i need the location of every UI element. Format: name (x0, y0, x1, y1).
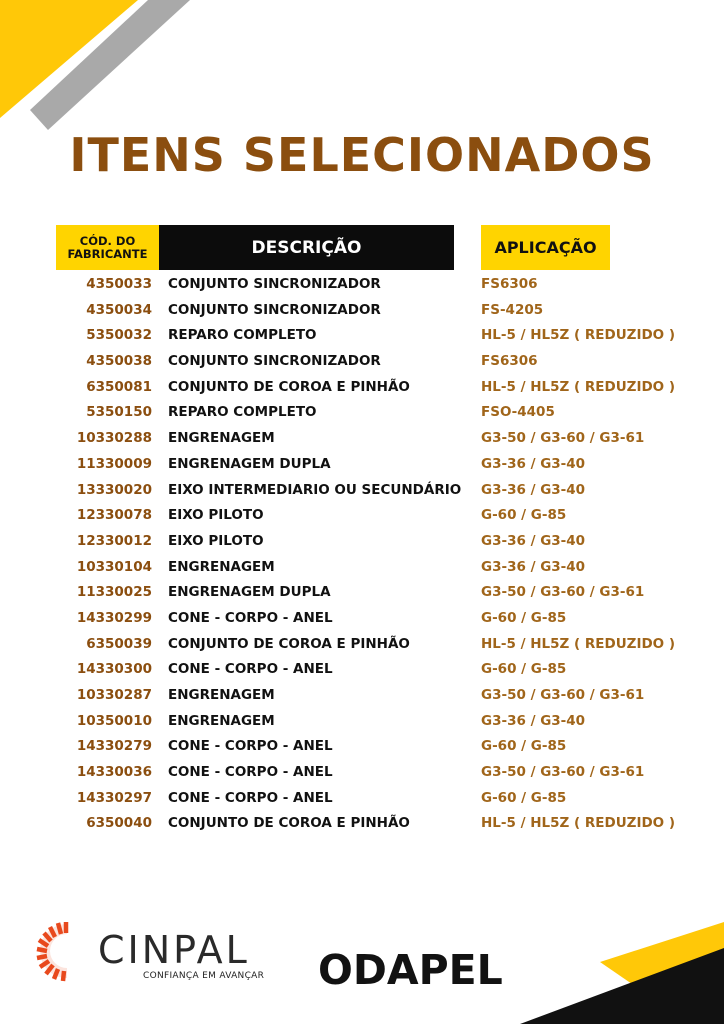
column-header-code-line2: FABRICANTE (67, 246, 148, 261)
row-application: HL-5 / HL5Z ( REDUZIDO ) (481, 635, 676, 652)
column-header-code-line1: CÓD. DO (79, 233, 136, 248)
row-code: 10330287 (76, 687, 152, 703)
row-application: G-60 / G-85 (481, 609, 567, 626)
row-application: G-60 / G-85 (481, 507, 567, 524)
page-title: ITENS SELECIONADOS (69, 128, 655, 182)
row-code: 12330078 (76, 507, 152, 524)
row-description: CONE - CORPO - ANEL (168, 609, 333, 626)
row-description: CONE - CORPO - ANEL (168, 738, 333, 755)
row-description: REPARO COMPLETO (168, 404, 317, 421)
row-description: ENGRENAGEM (168, 687, 275, 703)
row-application: FS6306 (481, 353, 538, 370)
table-row (0, 709, 724, 735)
row-code: 5350032 (86, 327, 152, 344)
odapel-logo-text: ODAPEL (318, 946, 503, 994)
row-code: 14330300 (76, 661, 152, 678)
row-code: 14330036 (76, 764, 152, 781)
table-row (0, 529, 724, 555)
row-description: CONJUNTO SINCRONIZADOR (168, 276, 381, 292)
row-description: EIXO PILOTO (168, 507, 264, 524)
table-row (0, 426, 724, 452)
row-code: 6350039 (86, 635, 152, 652)
row-code: 4350034 (86, 301, 152, 318)
row-code: 12330012 (76, 532, 152, 549)
table-row (0, 683, 724, 709)
row-code: 11330009 (76, 455, 152, 472)
cinpal-logo-text: CINPAL (98, 928, 250, 972)
row-description: CONJUNTO DE COROA E PINHÃO (168, 815, 410, 832)
row-description: CONJUNTO DE COROA E PINHÃO (168, 378, 410, 395)
row-code: 5350150 (86, 404, 152, 421)
table-row (0, 349, 724, 375)
row-application: FS-4205 (481, 301, 544, 318)
row-application: G3-50 / G3-60 / G3-61 (481, 764, 645, 781)
row-application: G3-36 / G3-40 (481, 532, 586, 549)
column-header-application: APLICAÇÃO (481, 225, 610, 270)
row-code: 10330288 (76, 430, 152, 447)
row-code: 11330025 (76, 584, 152, 601)
row-code: 10330104 (76, 558, 152, 575)
row-description: ENGRENAGEM (168, 430, 275, 447)
table-row (0, 580, 724, 606)
row-application: G-60 / G-85 (481, 789, 567, 806)
row-description: CONJUNTO DE COROA E PINHÃO (168, 635, 410, 652)
row-description: ENGRENAGEM DUPLA (168, 455, 331, 472)
table-row (0, 760, 724, 786)
row-description: CONE - CORPO - ANEL (168, 661, 333, 678)
table-row (0, 478, 724, 504)
table-row (0, 452, 724, 478)
row-code: 6350081 (86, 378, 152, 395)
table-row (0, 503, 724, 529)
row-application: G3-36 / G3-40 (481, 455, 586, 472)
row-application: HL-5 / HL5Z ( REDUZIDO ) (481, 327, 676, 344)
column-header-description: DESCRIÇÃO (159, 225, 454, 270)
row-code: 6350040 (86, 815, 152, 832)
table-row (0, 657, 724, 683)
table-row (0, 606, 724, 632)
items-table (0, 272, 724, 837)
row-application: G3-50 / G3-60 / G3-61 (481, 430, 645, 447)
row-description: REPARO COMPLETO (168, 327, 317, 344)
row-code: 14330299 (76, 609, 152, 626)
row-code: 14330297 (76, 789, 152, 806)
row-application: G3-36 / G3-40 (481, 481, 586, 498)
row-description: ENGRENAGEM (168, 558, 275, 575)
row-application: G3-36 / G3-40 (481, 558, 586, 575)
row-application: G3-36 / G3-40 (481, 712, 586, 729)
table-row (0, 632, 724, 658)
table-row (0, 555, 724, 581)
table-row (0, 786, 724, 812)
row-description: CONJUNTO SINCRONIZADOR (168, 301, 381, 318)
row-code: 10350010 (76, 712, 152, 729)
cinpal-tagline: CONFIANÇA EM AVANÇAR (143, 971, 265, 981)
table-row (0, 298, 724, 324)
table-row (0, 400, 724, 426)
row-code: 14330279 (76, 738, 152, 755)
row-application: G-60 / G-85 (481, 738, 567, 755)
row-application: HL-5 / HL5Z ( REDUZIDO ) (481, 815, 676, 832)
row-code: 13330020 (76, 481, 152, 498)
cinpal-logo-icon (34, 918, 98, 984)
row-description: CONE - CORPO - ANEL (168, 764, 333, 781)
row-description: ENGRENAGEM DUPLA (168, 584, 331, 601)
table-row (0, 323, 724, 349)
row-code: 4350033 (86, 276, 152, 292)
row-application: FSO-4405 (481, 404, 555, 421)
row-application: G3-50 / G3-60 / G3-61 (481, 687, 645, 703)
row-description: EIXO INTERMEDIARIO OU SECUNDÁRIO (168, 481, 462, 498)
row-description: ENGRENAGEM (168, 712, 275, 729)
row-application: FS6306 (481, 276, 538, 292)
column-header-code (56, 225, 159, 270)
row-description: EIXO PILOTO (168, 532, 264, 549)
table-row (0, 375, 724, 401)
row-description: CONJUNTO SINCRONIZADOR (168, 353, 381, 370)
table-row (0, 272, 724, 298)
row-code: 4350038 (86, 353, 152, 370)
row-application: HL-5 / HL5Z ( REDUZIDO ) (481, 378, 676, 395)
table-row (0, 734, 724, 760)
row-application: G-60 / G-85 (481, 661, 567, 678)
row-application: G3-50 / G3-60 / G3-61 (481, 584, 645, 601)
row-description: CONE - CORPO - ANEL (168, 789, 333, 806)
table-row (0, 811, 724, 837)
